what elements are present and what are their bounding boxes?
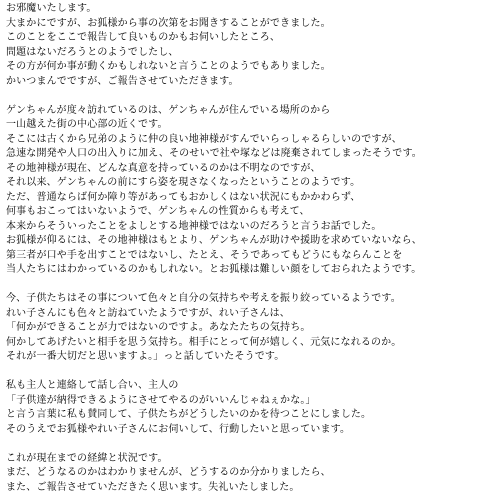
letter-body bbox=[6, 2, 478, 495]
text-line: そこには古くから兄弟のように仲の良い地神様がすんでいらっしゃるらしいのですが、 bbox=[6, 133, 478, 148]
text-line: ゲンちゃんが度々訪れているのは、ゲンちゃんが住んでいる場所のから bbox=[6, 104, 478, 119]
text-line: かいつまんでですが、ご報告させていただきます。 bbox=[6, 75, 478, 90]
text-line: それ以来、ゲンちゃんの前にすら姿を現さなくなったということのようです。 bbox=[6, 176, 478, 191]
text-line: その地神様が現在、どんな真意を持っているのかは不明なのですが、 bbox=[6, 162, 478, 177]
text-line: 第三者が口や手を出すことではないし、たとえ、そうであってもどうにもならんことを bbox=[6, 249, 478, 264]
text-line: 何かしてあげたいと相手を思う気持ち。相手にとって何が嬉しく、元気になれるのか。 bbox=[6, 336, 478, 351]
paragraph-gap bbox=[6, 278, 478, 293]
text-line: その方が何か事が動くかもしれないと言うことのようでもありました。 bbox=[6, 60, 478, 75]
text-line: そのうえでお狐様やれい子さんにお伺いして、行動したいと思っています。 bbox=[6, 423, 478, 438]
text-line: 「子供達が納得できるようにさせてやるのがいいんじゃねぇかな。」 bbox=[6, 394, 478, 409]
text-line: れい子さんにも色々と訪ねていたようですが、れい子さんは、 bbox=[6, 307, 478, 322]
text-line: お狐様が仰るには、その地神様はもとより、ゲンちゃんが助けや援助を求めていないなら、 bbox=[6, 234, 478, 249]
text-line: このことをここで報告して良いものかもお伺いしたところ、 bbox=[6, 31, 478, 46]
text-line: また、ご報告させていただきたく思います。失礼いたしました。 bbox=[6, 481, 478, 495]
paragraph-gap bbox=[6, 89, 478, 104]
paragraph-background bbox=[6, 104, 478, 278]
text-line: これが現在までの経緯と状況です。 bbox=[6, 452, 478, 467]
paragraph-decision bbox=[6, 379, 478, 437]
paragraph-gap bbox=[6, 365, 478, 380]
text-line: まだ、どうなるのかはわかりませんが、どうするのか分かりましたら、 bbox=[6, 466, 478, 481]
paragraph-children bbox=[6, 292, 478, 365]
text-line: 大まかにですが、お狐様から事の次第をお聞きすることができました。 bbox=[6, 17, 478, 32]
text-line: ただ、普通ならば何か障り等があってもおかしくはない状況にもかかわらず、 bbox=[6, 191, 478, 206]
text-line: 当人たちにはわかっているのかもしれない。とお狐様は難しい顔をしておられたようです。 bbox=[6, 263, 478, 278]
text-line: 急速な開発や人口の出入りに加え、そのせいで社や塚などは廃棄されてしまったそうです。 bbox=[6, 147, 478, 162]
paragraph-greeting bbox=[6, 2, 478, 89]
text-line: 何事もおこってはいないようで、ゲンちゃんの性質からも考えて、 bbox=[6, 205, 478, 220]
text-line: それが一番大切だと思いますよ。」っと話していたそうです。 bbox=[6, 350, 478, 365]
text-line: 私も主人と連絡して話し合い、主人の bbox=[6, 379, 478, 394]
text-line: お邪魔いたします。 bbox=[6, 2, 478, 17]
text-line: 問題はないだろうとのようでしたし、 bbox=[6, 46, 478, 61]
text-line: 今、子供たちはその事について色々と自分の気持ちや考えを振り絞っているようです。 bbox=[6, 292, 478, 307]
paragraph-gap bbox=[6, 437, 478, 452]
text-line: 「何かができることが力ではないのですよ。あなたたちの気持ち。 bbox=[6, 321, 478, 336]
text-line: と言う言葉に私も賛同して、子供たちがどうしたいのかを待つことにしました。 bbox=[6, 408, 478, 423]
text-line: 一山越えた街の中心部の近くです。 bbox=[6, 118, 478, 133]
paragraph-closing bbox=[6, 452, 478, 495]
text-line: 本来からそういったことをよしとする地神様ではないのだろうと言うお話でした。 bbox=[6, 220, 478, 235]
